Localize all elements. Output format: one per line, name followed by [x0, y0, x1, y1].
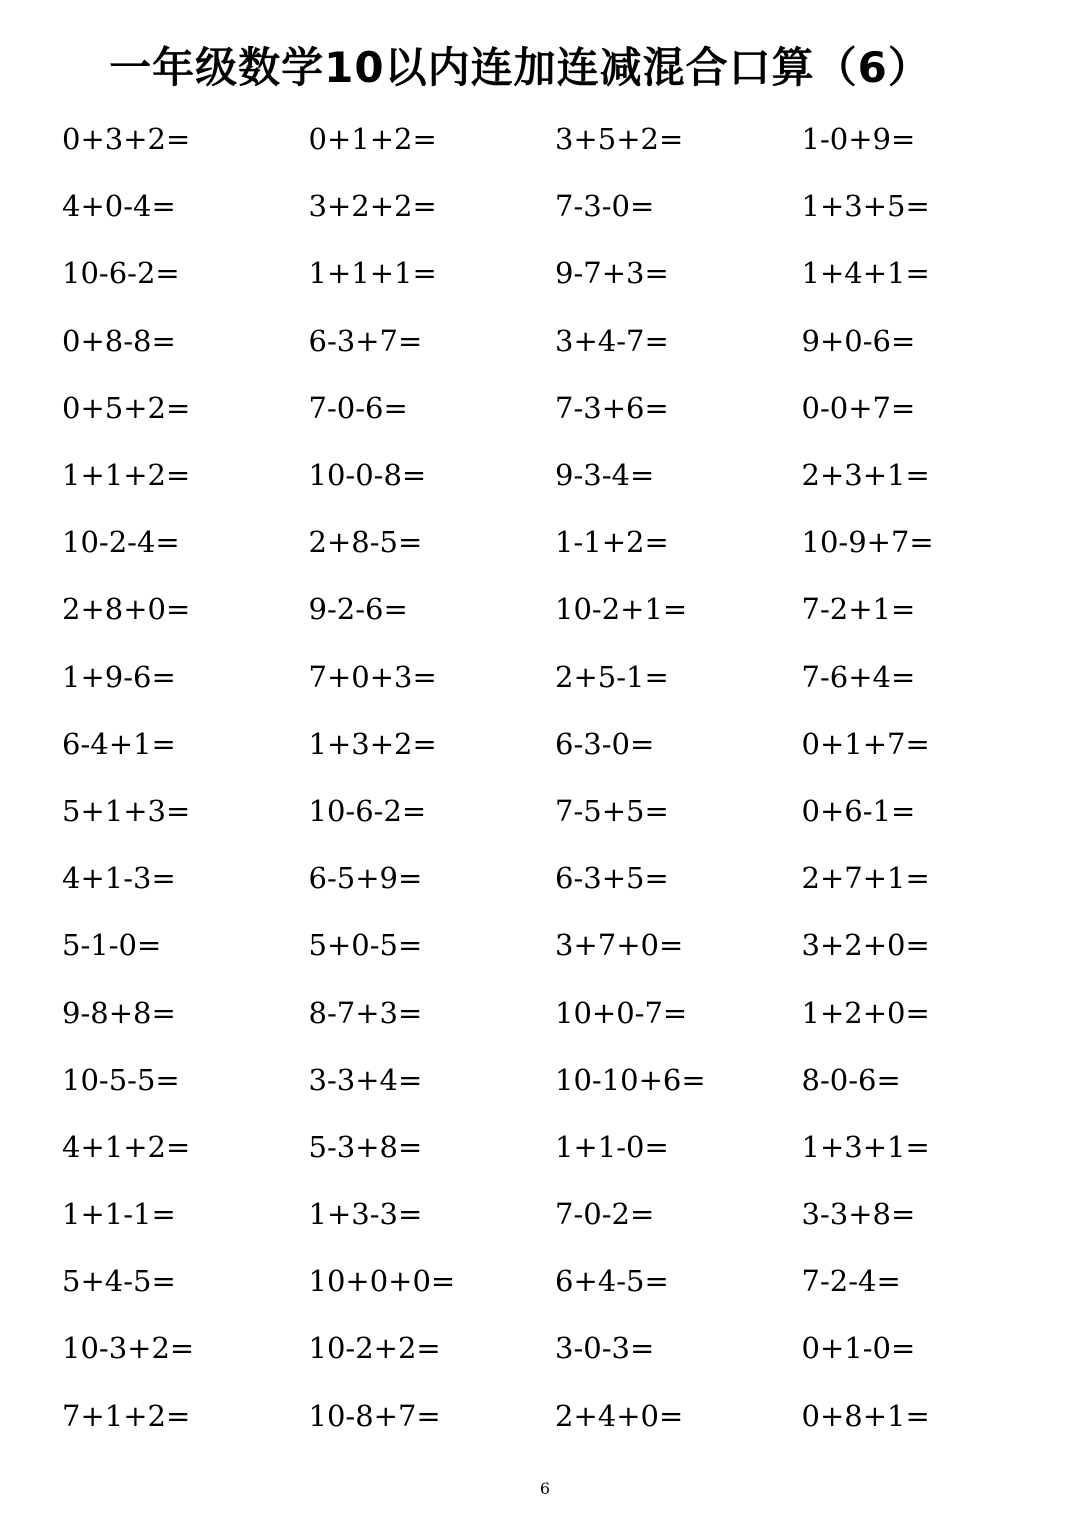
arithmetic-problem: 2+7+1= [801, 861, 930, 896]
arithmetic-problem: 0+5+2= [62, 390, 191, 425]
arithmetic-problem: 9-2-6= [308, 592, 408, 627]
arithmetic-problem: 0+1-0= [801, 1331, 916, 1366]
arithmetic-problem: 1+3+1= [801, 1129, 930, 1164]
arithmetic-problem: 7-5+5= [555, 793, 669, 828]
arithmetic-problem: 0-0+7= [801, 390, 916, 425]
problem-row [62, 1383, 1062, 1450]
arithmetic-problem: 5-3+8= [308, 1129, 423, 1164]
arithmetic-problem: 6-3+7= [308, 323, 423, 358]
arithmetic-problem: 0+1+7= [801, 726, 930, 761]
arithmetic-problem: 5+0-5= [308, 928, 423, 963]
arithmetic-problem: 7-0-6= [308, 390, 408, 425]
problem-row [62, 509, 1062, 576]
arithmetic-problem: 2+8+0= [62, 592, 191, 627]
problem-row [62, 442, 1062, 509]
arithmetic-problem: 6-3-0= [555, 726, 655, 761]
problem-row [62, 979, 1062, 1046]
problem-row [62, 845, 1062, 912]
arithmetic-problem: 7-3-0= [555, 189, 655, 224]
arithmetic-problem: 1+3-3= [308, 1197, 423, 1232]
arithmetic-problem: 4+1+2= [62, 1129, 191, 1164]
arithmetic-problem: 7-2+1= [801, 592, 916, 627]
arithmetic-problem: 1+3+2= [308, 726, 437, 761]
arithmetic-problem: 2+5-1= [555, 659, 669, 694]
arithmetic-problem: 10-5-5= [62, 1062, 180, 1097]
arithmetic-problem: 2+3+1= [801, 458, 930, 493]
arithmetic-problem: 10-2-4= [62, 525, 180, 560]
arithmetic-problem: 1+1-1= [62, 1197, 176, 1232]
arithmetic-problem: 8-0-6= [801, 1062, 901, 1097]
arithmetic-problem: 10-6-2= [62, 256, 180, 291]
arithmetic-problem: 7-0-2= [555, 1197, 655, 1232]
arithmetic-problem: 0+1+2= [308, 122, 437, 157]
arithmetic-problem: 10+0+0= [308, 1264, 456, 1299]
arithmetic-problem: 7+0+3= [308, 659, 437, 694]
arithmetic-problem: 9-8+8= [62, 995, 176, 1030]
arithmetic-problem: 10-6-2= [308, 793, 427, 828]
problem-row [62, 106, 1062, 173]
problem-row [62, 778, 1062, 845]
arithmetic-problem: 5+1+3= [62, 793, 191, 828]
arithmetic-problem: 2+4+0= [555, 1398, 684, 1433]
arithmetic-problem: 1+1-0= [555, 1129, 669, 1164]
arithmetic-problem: 3-3+8= [801, 1197, 916, 1232]
arithmetic-problem: 7-6+4= [801, 659, 916, 694]
problem-row [62, 1181, 1062, 1248]
arithmetic-problem: 10-9+7= [801, 525, 934, 560]
arithmetic-problem: 5+4-5= [62, 1264, 176, 1299]
arithmetic-problem: 6-5+9= [308, 861, 423, 896]
problem-row [62, 1047, 1062, 1114]
arithmetic-problem: 6+4-5= [555, 1264, 669, 1299]
problem-row [62, 240, 1062, 307]
problem-row [62, 576, 1062, 643]
arithmetic-problem: 6-4+1= [62, 726, 176, 761]
arithmetic-problem: 1-0+9= [801, 122, 916, 157]
arithmetic-problem: 10-8+7= [308, 1398, 441, 1433]
arithmetic-problem: 1+2+0= [801, 995, 930, 1030]
problem-row [62, 711, 1062, 778]
arithmetic-problem: 10-2+1= [555, 592, 688, 627]
arithmetic-problem: 3-0-3= [555, 1331, 655, 1366]
arithmetic-problem: 10+0-7= [555, 995, 688, 1030]
problem-row [62, 375, 1062, 442]
arithmetic-problem: 10-3+2= [62, 1331, 195, 1366]
arithmetic-problem: 6-3+5= [555, 861, 669, 896]
problem-row [62, 1248, 1062, 1315]
arithmetic-problem: 1+1+2= [62, 458, 191, 493]
arithmetic-problem: 0+3+2= [62, 122, 191, 157]
arithmetic-problem: 0+8+1= [801, 1398, 930, 1433]
arithmetic-problem: 4+0-4= [62, 189, 176, 224]
arithmetic-problem: 3+2+2= [308, 189, 437, 224]
arithmetic-problem: 1-1+2= [555, 525, 669, 560]
arithmetic-problem: 7-3+6= [555, 390, 669, 425]
arithmetic-problem: 1+3+5= [801, 189, 930, 224]
problem-row [62, 173, 1062, 240]
problem-row [62, 912, 1062, 979]
arithmetic-problem: 5-1-0= [62, 928, 162, 963]
arithmetic-problem: 1+9-6= [62, 659, 176, 694]
arithmetic-problem: 9-7+3= [555, 256, 669, 291]
problem-row [62, 644, 1062, 711]
arithmetic-problem: 4+1-3= [62, 861, 176, 896]
arithmetic-problem: 3+4-7= [555, 323, 669, 358]
arithmetic-problem: 9+0-6= [801, 323, 916, 358]
problem-row [62, 308, 1062, 375]
page-number: 6 [539, 1479, 551, 1498]
arithmetic-problem: 1+4+1= [801, 256, 930, 291]
arithmetic-problem: 9-3-4= [555, 458, 655, 493]
arithmetic-problem: 0+8-8= [62, 323, 176, 358]
page-title: 一年级数学10以内连加连减混合口算（6） [109, 43, 931, 92]
arithmetic-problem: 8-7+3= [308, 995, 423, 1030]
arithmetic-problem: 10-10+6= [555, 1062, 706, 1097]
arithmetic-problem: 7-2-4= [801, 1264, 901, 1299]
arithmetic-problem: 3+5+2= [555, 122, 684, 157]
arithmetic-problem: 1+1+1= [308, 256, 437, 291]
arithmetic-problem: 3-3+4= [308, 1062, 423, 1097]
arithmetic-problem: 7+1+2= [62, 1398, 191, 1433]
arithmetic-problem: 10-0-8= [308, 458, 427, 493]
arithmetic-problem: 10-2+2= [308, 1331, 441, 1366]
problem-row [62, 1114, 1062, 1181]
arithmetic-problem: 2+8-5= [308, 525, 423, 560]
arithmetic-problem: 3+2+0= [801, 928, 930, 963]
arithmetic-problem: 3+7+0= [555, 928, 684, 963]
problem-row [62, 1315, 1062, 1382]
arithmetic-problem: 0+6-1= [801, 793, 916, 828]
problem-grid [62, 106, 1062, 1450]
